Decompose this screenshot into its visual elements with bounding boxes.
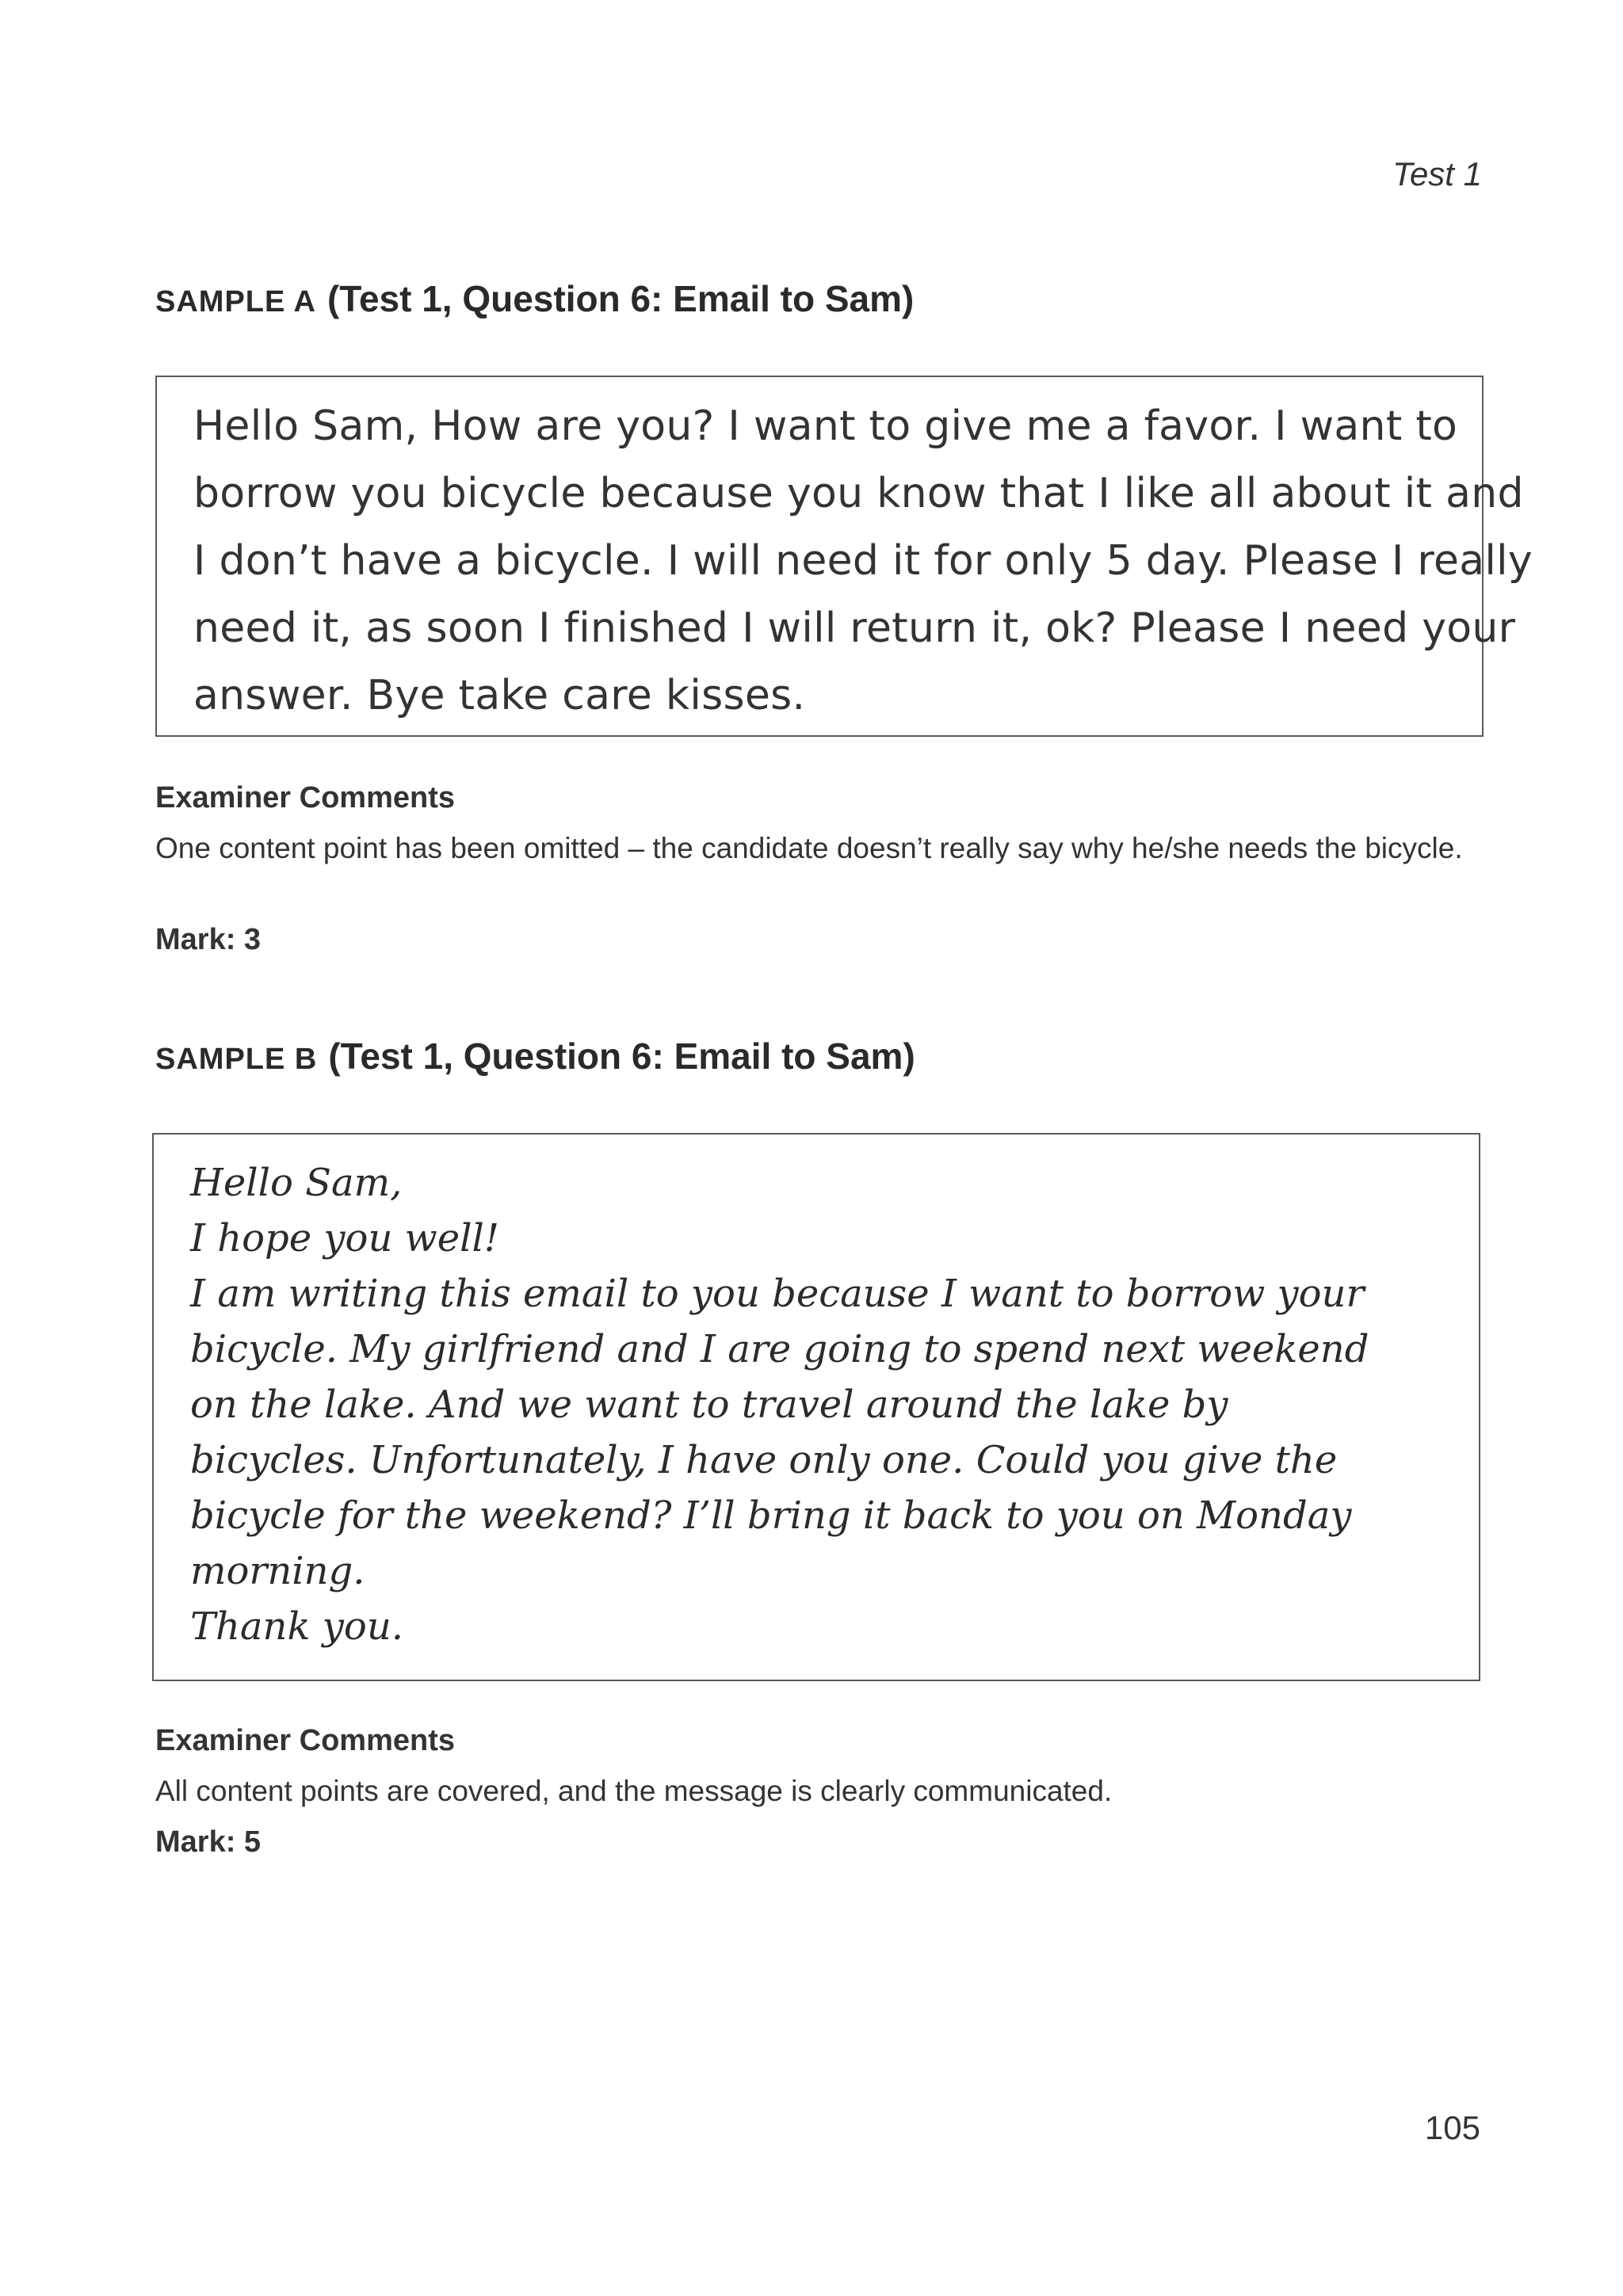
handwriting-line: I am writing this email to you because I want to borrow your xyxy=(190,1272,1365,1316)
sample-a-mark: Mark: 3 xyxy=(155,923,262,956)
handwriting-line: I hope you well! xyxy=(190,1216,500,1261)
handwriting-line: borrow you bicycle because you know that I like all about it and xyxy=(193,470,1524,517)
sample-a-tag: SAMPLE A xyxy=(155,285,316,318)
sample-b-handwriting-box xyxy=(152,1133,1480,1681)
sample-b-title: (Test 1, Question 6: Email to Sam) xyxy=(328,1035,915,1077)
sample-a-handwriting-box xyxy=(155,376,1533,737)
handwriting-line: bicycle for the weekend? I’ll bring it back to you on Monday xyxy=(190,1493,1352,1538)
sample-b-tag: SAMPLE B xyxy=(155,1043,318,1076)
handwriting-line: on the lake. And we want to travel around the lake by xyxy=(190,1383,1228,1427)
handwriting-line: bicycle. My girlfriend and I are going to spend next weekend xyxy=(190,1327,1369,1371)
sample-a-comments-text: One content point has been omitted – the candidate doesn’t really say why he/she needs the bicycle. xyxy=(155,832,1463,864)
handwriting-line: Hello Sam, xyxy=(190,1161,403,1205)
handwriting-line: bicycles. Unfortunately, I have only one. Could you give the xyxy=(190,1438,1338,1482)
handwriting-line: morning. xyxy=(190,1549,365,1593)
sample-a-title: (Test 1, Question 6: Email to Sam) xyxy=(327,278,915,319)
sample-b-heading xyxy=(155,1035,915,1077)
handwriting-line: I don’t have a bicycle. I will need it for only 5 day. Please I really xyxy=(193,537,1533,585)
sample-a-comments-label: Examiner Comments xyxy=(155,781,456,814)
handwriting-line: need it, as soon I finished I will return it, ok? Please I need your xyxy=(193,605,1516,652)
sample-b-comments-text: All content points are covered, and the message is clearly communicated. xyxy=(155,1775,1113,1807)
sample-b-comments-label: Examiner Comments xyxy=(155,1724,456,1757)
sample-b-mark: Mark: 5 xyxy=(155,1825,262,1859)
handwriting-line: answer. Bye take care kisses. xyxy=(193,672,806,719)
handwriting-line: Thank you. xyxy=(190,1604,403,1649)
page-header: Test 1 xyxy=(1392,155,1482,193)
page-number: 105 xyxy=(1424,2109,1480,2146)
handwriting-line: Hello Sam, How are you? I want to give me a favor. I want to xyxy=(193,402,1458,450)
sample-a-heading xyxy=(155,277,914,320)
